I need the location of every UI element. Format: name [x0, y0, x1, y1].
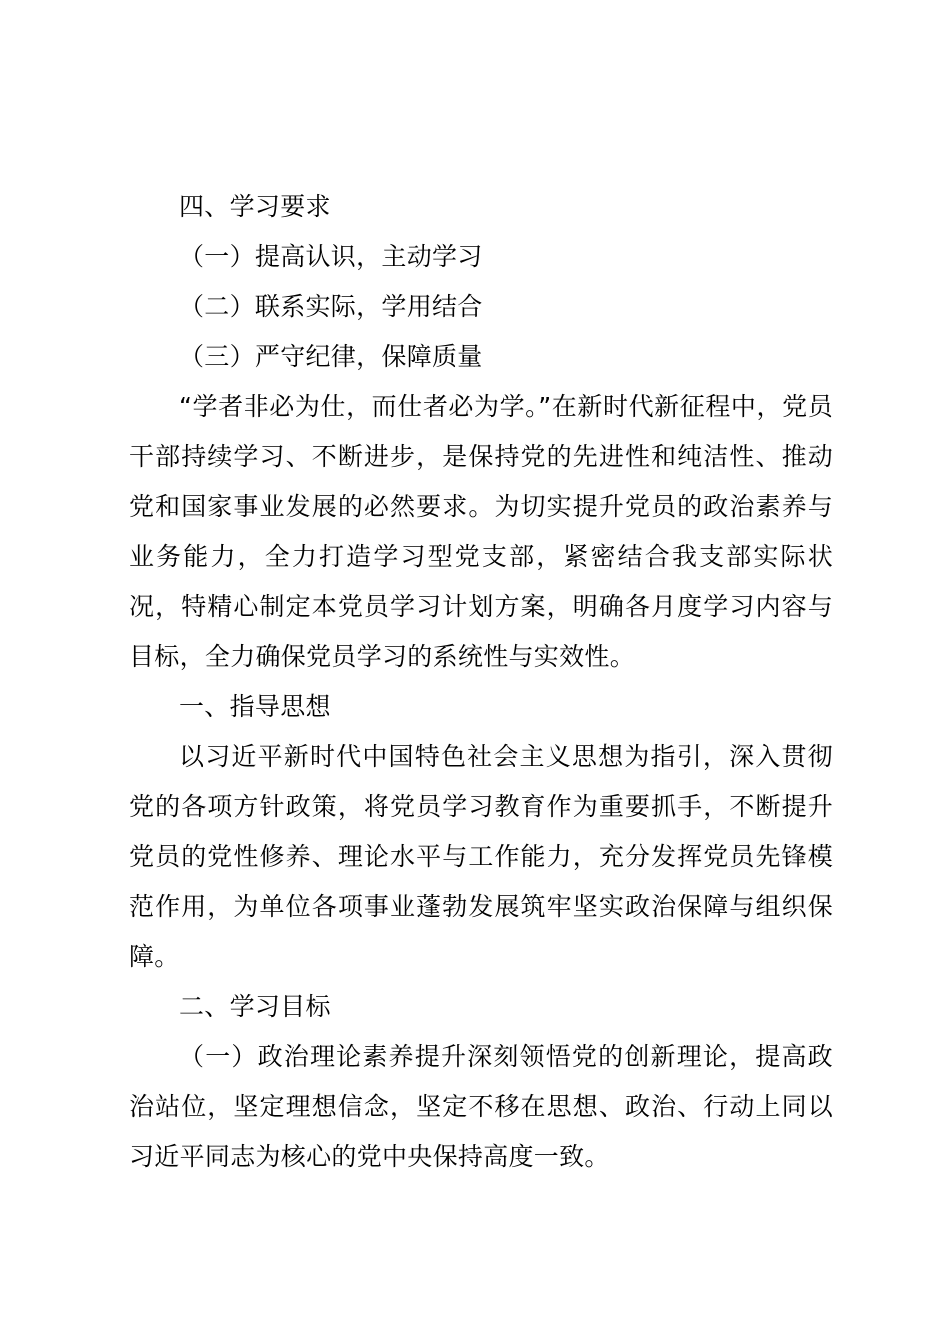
document-body: [129, 182, 833, 1182]
subheading-observe-discipline: （三）严守纪律，保障质量: [179, 342, 483, 371]
subheading-raise-awareness: （一）提高认识，主动学习: [179, 242, 483, 271]
intro-paragraph: “学者非必为仕，而仕者必为学。”在新时代新征程中，党员干部持续学习、不断进步，是保持党的先进性和纯洁性、推动党和国家事业发展的必然要求。为切实提升党员的政治素养与业务能力，全力打造学习型党支部，紧密结合我支部实际状况，特精心制定本党员学习计划方案，明确各月度学习内容与目标，全力确保党员学习的系统性与实效性。: [129, 392, 833, 671]
study-goals-paragraph: （一）政治理论素养提升深刻领悟党的创新理论，提高政治站位，坚定理想信念，坚定不移在思想、政治、行动上同以习近平同志为核心的党中央保持高度一致。: [129, 1042, 833, 1171]
section-heading-study-goals: 二、学习目标: [179, 992, 331, 1021]
section-heading-guiding-ideology: 一、指导思想: [179, 692, 331, 721]
guiding-ideology-paragraph: 以习近平新时代中国特色社会主义思想为指引，深入贯彻党的各项方针政策，将党员学习教育作为重要抓手，不断提升党员的党性修养、理论水平与工作能力，充分发挥党员先锋模范作用，为单位各项事业蓬勃发展筑牢坚实政治保障与组织保障。: [129, 742, 833, 971]
section-heading-study-requirements: 四、学习要求: [179, 192, 331, 221]
subheading-link-practice: （二）联系实际，学用结合: [179, 292, 483, 321]
